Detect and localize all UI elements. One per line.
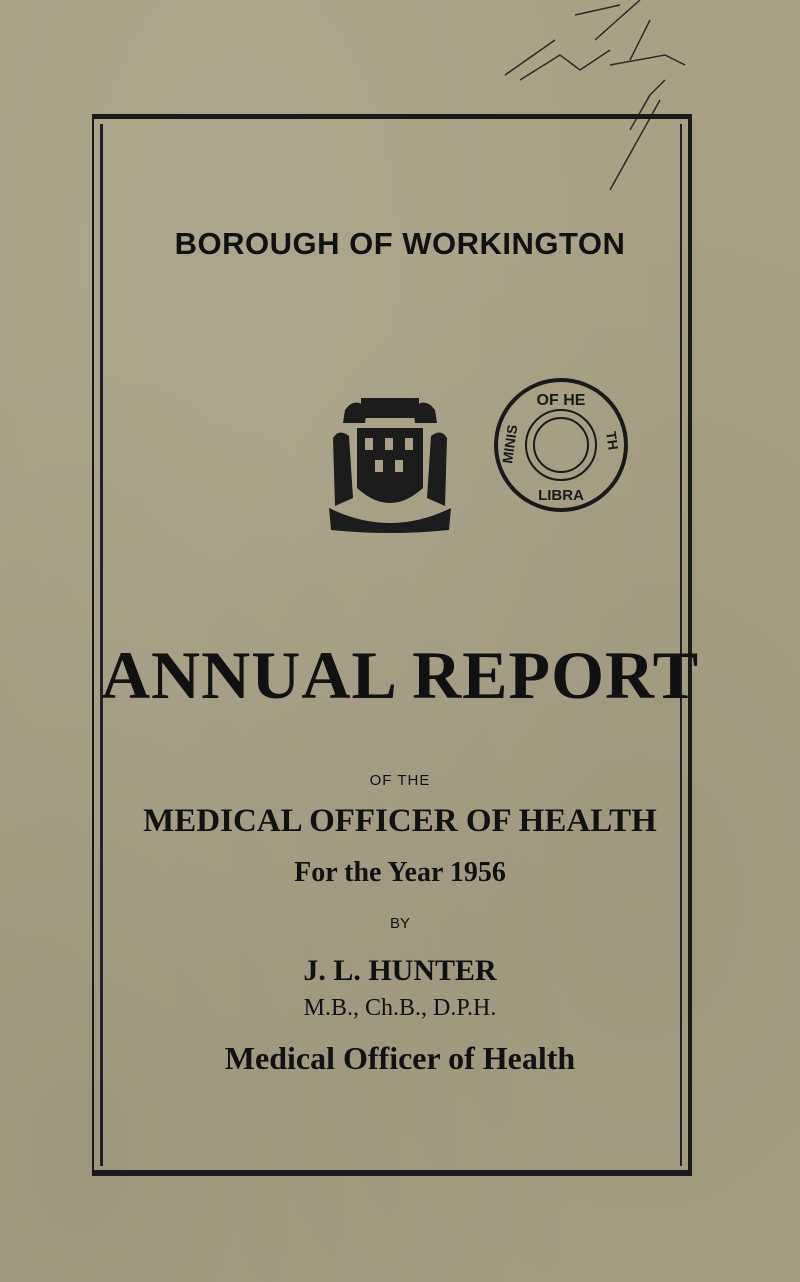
- by-label: BY: [389, 915, 410, 932]
- seal-right-text: TH: [603, 430, 622, 451]
- author-role: Medical Officer of Health: [224, 1040, 576, 1076]
- report-subject: MEDICAL OFFICER OF HEALTH: [143, 803, 657, 839]
- seal-top-text: OF HE: [536, 392, 586, 409]
- coat-of-arms-icon: [325, 388, 455, 536]
- of-the-label: OF THE: [369, 772, 431, 789]
- report-title: ANNUAL REPORT: [100, 637, 700, 713]
- library-stamp-icon: [486, 370, 636, 520]
- author-degrees: M.B., Ch.B., D.P.H.: [303, 995, 497, 1021]
- seal-left-text: MINIS: [499, 423, 521, 465]
- borough-title: BOROUGH OF WORKINGTON: [174, 226, 626, 261]
- report-period: For the Year 1956: [294, 857, 506, 888]
- author-name: J. L. HUNTER: [303, 954, 497, 987]
- seal-bottom-text: LIBRA: [538, 487, 584, 504]
